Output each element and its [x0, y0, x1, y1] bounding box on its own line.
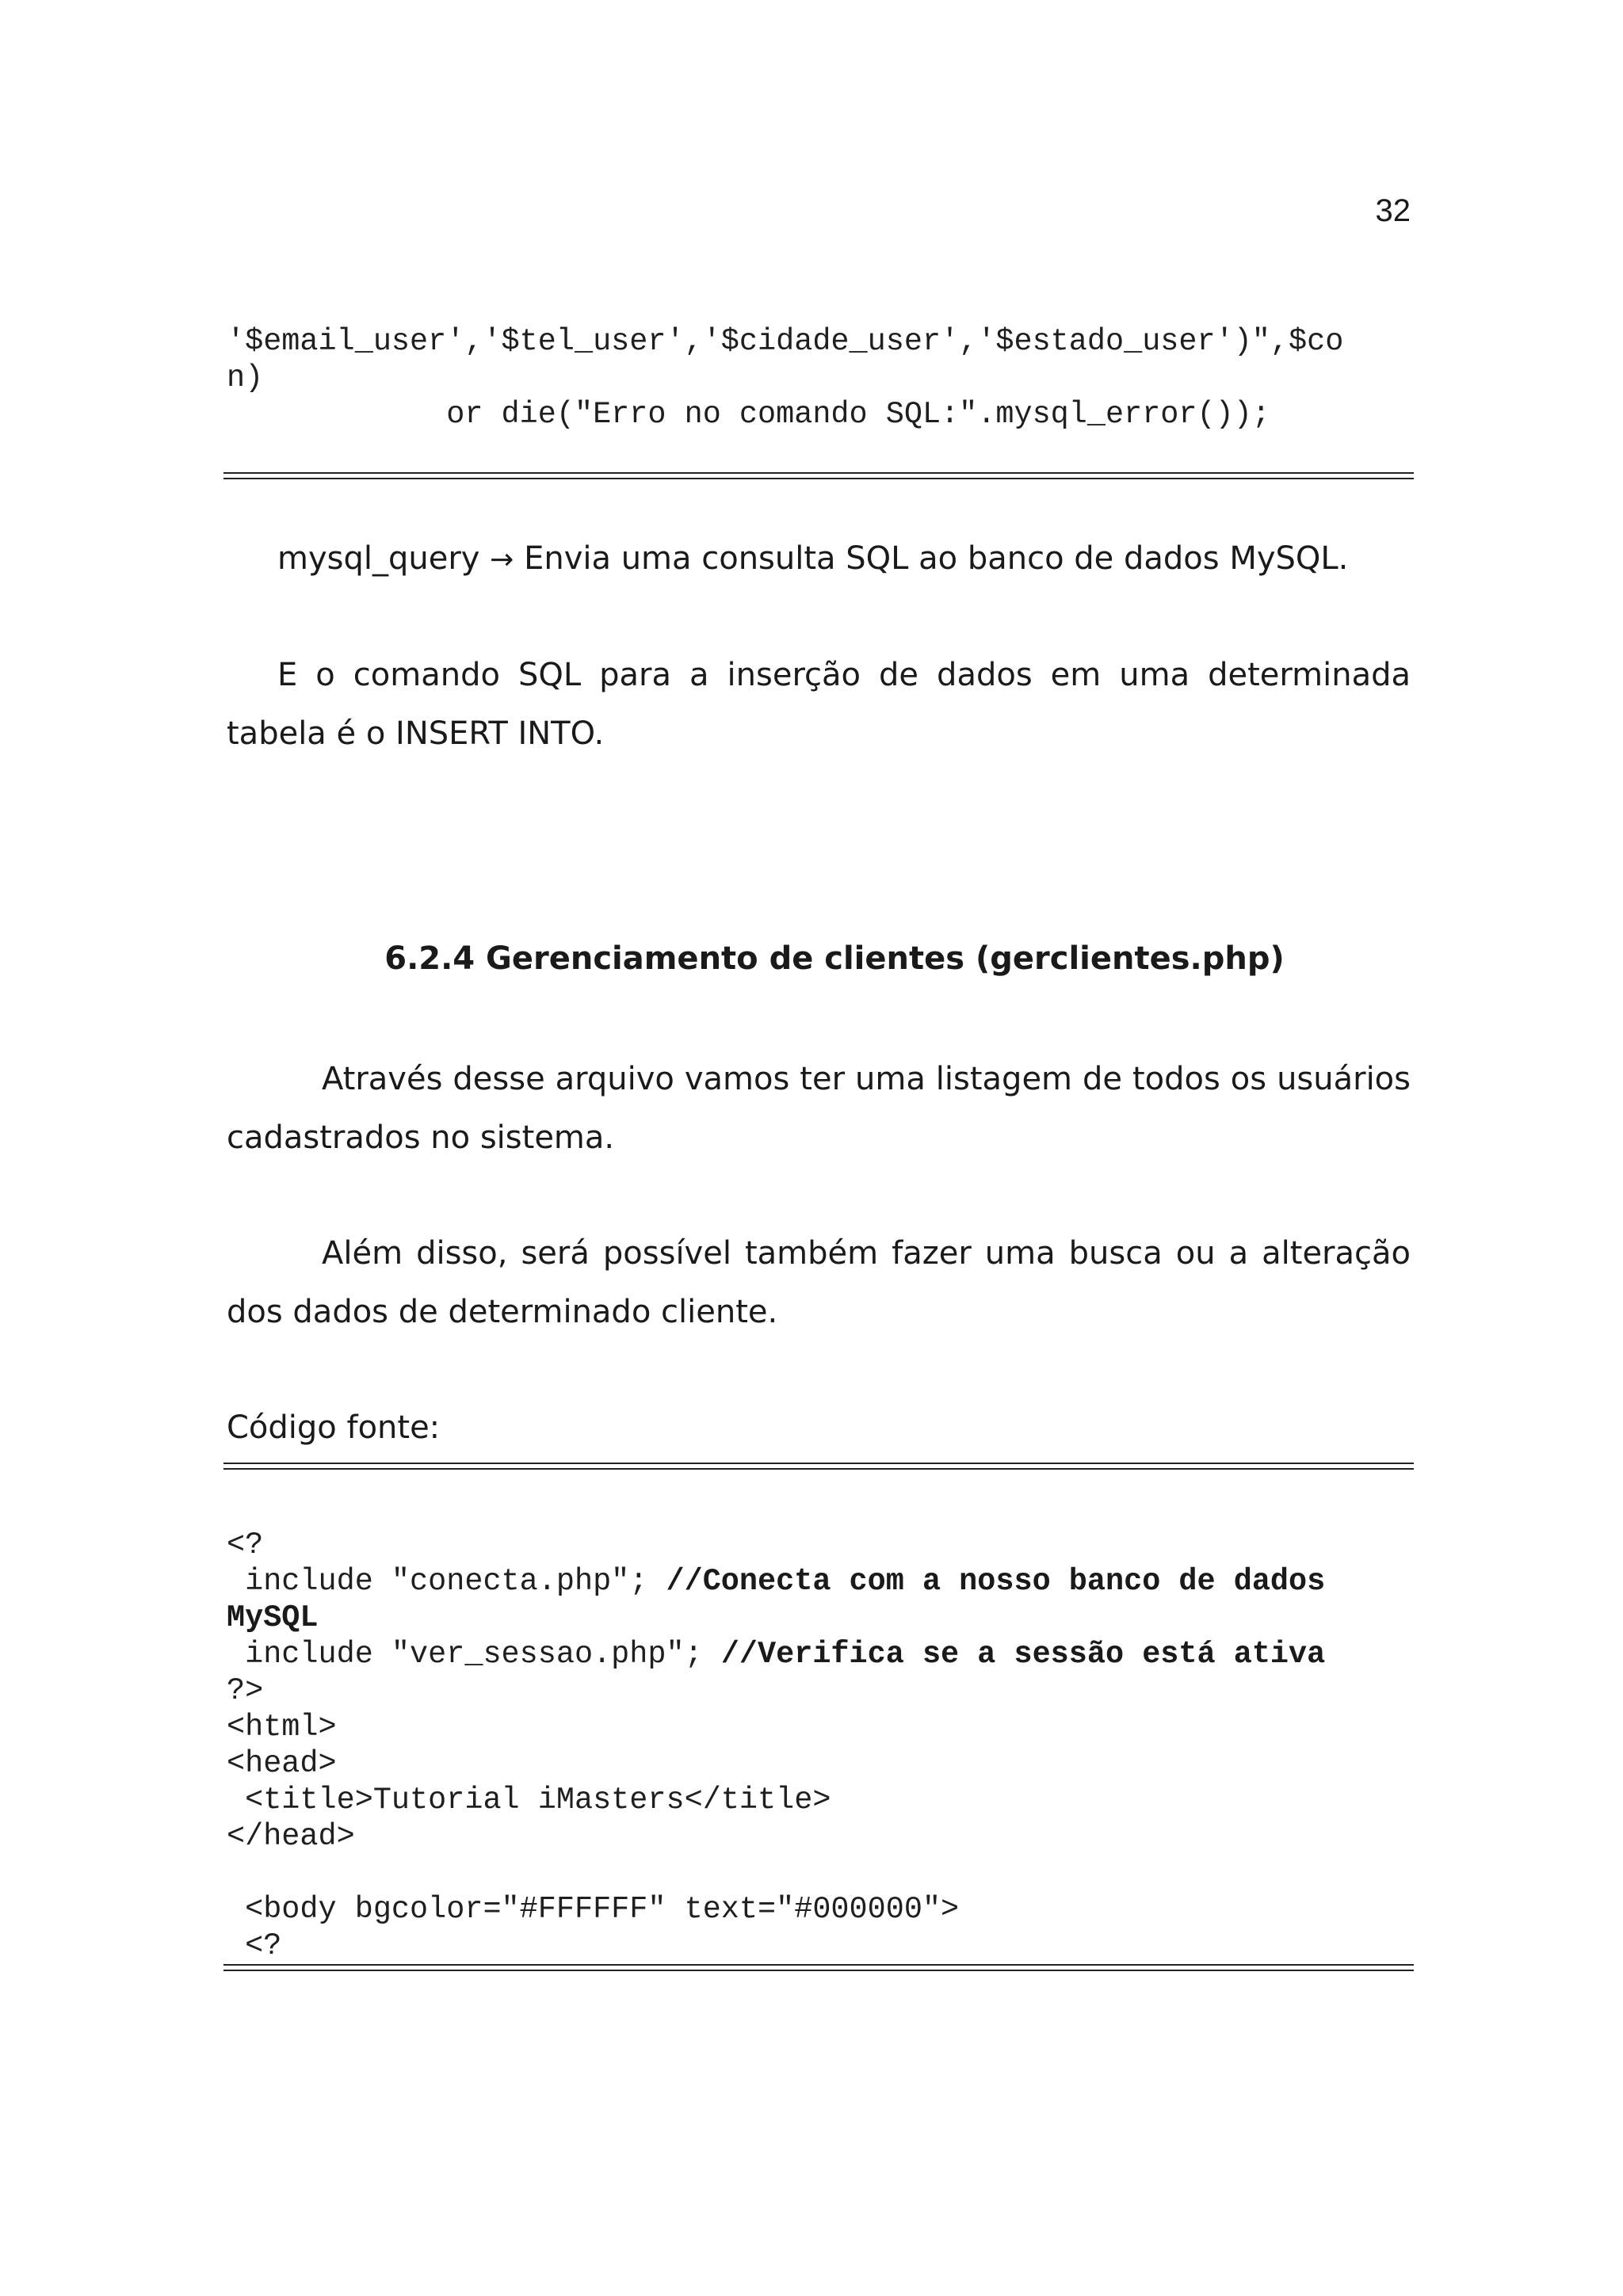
- code-line: <html>: [227, 1710, 337, 1745]
- code-line: n): [227, 360, 264, 395]
- code-line: or die("Erro no comando SQL:".mysql_error());: [227, 397, 1270, 432]
- top-code-block: [227, 323, 1343, 433]
- code-line: <head>: [227, 1746, 337, 1781]
- code-line: <?: [227, 1928, 282, 1963]
- code-block-top-rule: [223, 1463, 1414, 1470]
- code-line: '$email_user','$tel_user','$cidade_user','$estado_user')",$co: [227, 324, 1344, 359]
- source-code-listing: [227, 1527, 1325, 1964]
- code-line: include "conecta.php";: [227, 1564, 666, 1599]
- term-mysql-query: mysql_query: [277, 540, 480, 577]
- intro-paragraph-2: Além disso, será possível também fazer uma busca ou a alteração dos dados de determinado cliente.: [227, 1235, 1411, 1330]
- code-line: ?>: [227, 1673, 264, 1708]
- insert-into-paragraph: E o comando SQL para a inserção de dados em uma determinada tabela é o INSERT INTO.: [227, 657, 1411, 752]
- mysql-query-paragraph: [227, 529, 1411, 589]
- right-arrow-icon: →: [490, 543, 514, 576]
- code-line: <body bgcolor="#FFFFFF" text="#000000">: [227, 1892, 960, 1927]
- code-line: <?: [227, 1527, 264, 1562]
- code-line: </head>: [227, 1819, 355, 1854]
- code-line: include "ver_sessao.php";: [227, 1637, 721, 1672]
- code-comment: //Conecta com a nosso banco de dados: [666, 1564, 1326, 1599]
- code-block-bottom-rule: [223, 472, 1414, 479]
- code-block-bottom-rule: [223, 1964, 1414, 1971]
- intro-paragraph-1: Através desse arquivo vamos ter uma listagem de todos os usuários cadastrados no sistema.: [227, 1061, 1411, 1156]
- page-number: 32: [1375, 193, 1411, 228]
- code-comment: //Verifica se a sessão está ativa: [720, 1637, 1326, 1672]
- source-code-label: Código fonte:: [227, 1409, 441, 1446]
- code-line: <title>Tutorial iMasters</title>: [227, 1783, 831, 1817]
- section-heading: 6.2.4 Gerenciamento de clientes (gerclientes.php): [384, 940, 1285, 977]
- code-comment: MySQL: [227, 1600, 319, 1635]
- term-description: Envia uma consulta SQL ao banco de dados MySQL.: [524, 540, 1349, 577]
